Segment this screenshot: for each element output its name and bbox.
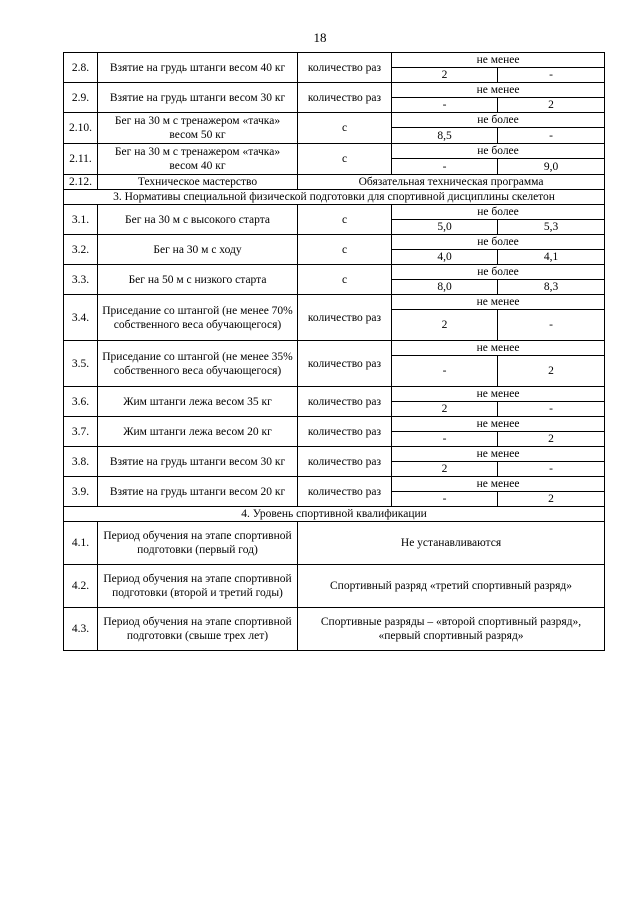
unit-cell: с (298, 113, 392, 144)
row-number: 3.6. (64, 387, 98, 417)
exercise-name: Взятие на грудь штанги весом 30 кг (98, 447, 298, 477)
condition-cell: не менее (392, 387, 605, 402)
value-boys: - (392, 492, 498, 507)
condition-cell: не более (392, 235, 605, 250)
value-boys: - (392, 98, 498, 113)
section-header (64, 190, 605, 205)
exercise-name: Бег на 30 м с тренажером «тачка» весом 50 кг (98, 113, 298, 144)
unit-cell: с (298, 265, 392, 295)
table-row (64, 235, 605, 250)
row-number: 3.1. (64, 205, 98, 235)
table-row (64, 608, 605, 651)
row-number: 3.5. (64, 341, 98, 387)
table-row (64, 447, 605, 462)
row-number: 3.8. (64, 447, 98, 477)
period-name: Период обучения на этапе спортивной подготовки (первый год) (98, 522, 298, 565)
row-number: 3.3. (64, 265, 98, 295)
norms-table (63, 52, 605, 651)
row-number: 4.1. (64, 522, 98, 565)
value-boys: 8,5 (392, 128, 498, 144)
table-row (64, 175, 605, 190)
table-row (64, 83, 605, 98)
value-boys: 4,0 (392, 250, 498, 265)
unit-cell: количество раз (298, 341, 392, 387)
condition-cell: не менее (392, 447, 605, 462)
value-girls: 5,3 (498, 220, 605, 235)
condition-cell: не более (392, 144, 605, 159)
program-cell: Обязательная техническая программа (298, 175, 605, 190)
unit-cell: количество раз (298, 477, 392, 507)
value-girls: - (498, 68, 605, 83)
value-girls: - (498, 310, 605, 341)
qualification-cell: Не устанавливаются (298, 522, 605, 565)
row-number: 4.2. (64, 565, 98, 608)
exercise-name: Бег на 50 м с низкого старта (98, 265, 298, 295)
row-number: 3.4. (64, 295, 98, 341)
table-row (64, 144, 605, 159)
condition-cell: не менее (392, 53, 605, 68)
condition-cell: не более (392, 113, 605, 128)
condition-cell: не менее (392, 83, 605, 98)
row-number: 3.9. (64, 477, 98, 507)
table-row (64, 113, 605, 128)
table-row (64, 265, 605, 280)
row-number: 2.12. (64, 175, 98, 190)
table-row (64, 565, 605, 608)
qualification-cell: Спортивный разряд «третий спортивный разряд» (298, 565, 605, 608)
row-number: 4.3. (64, 608, 98, 651)
table-row (64, 205, 605, 220)
condition-cell: не более (392, 205, 605, 220)
exercise-name: Жим штанги лежа весом 35 кг (98, 387, 298, 417)
unit-cell: количество раз (298, 295, 392, 341)
value-girls: 2 (498, 98, 605, 113)
row-number: 2.10. (64, 113, 98, 144)
row-number: 2.11. (64, 144, 98, 175)
row-number: 2.8. (64, 53, 98, 83)
value-girls: 2 (498, 492, 605, 507)
value-girls: - (498, 462, 605, 477)
table-row (64, 295, 605, 310)
value-girls: - (498, 402, 605, 417)
section-title: 3. Нормативы специальной физической подготовки для спортивной дисциплины скелетон (64, 190, 605, 205)
value-boys: - (392, 432, 498, 447)
value-girls: - (498, 128, 605, 144)
unit-cell: с (298, 205, 392, 235)
unit-cell: количество раз (298, 447, 392, 477)
exercise-name: Жим штанги лежа весом 20 кг (98, 417, 298, 447)
row-number: 2.9. (64, 83, 98, 113)
value-girls: 9,0 (498, 159, 605, 175)
unit-cell: количество раз (298, 417, 392, 447)
exercise-name: Приседание со штангой (не менее 35% собственного веса обучающегося) (98, 341, 298, 387)
row-number: 3.7. (64, 417, 98, 447)
condition-cell: не менее (392, 341, 605, 356)
qualification-cell: Спортивные разряды – «второй спортивный разряд», «первый спортивный разряд» (298, 608, 605, 651)
value-boys: 2 (392, 402, 498, 417)
value-boys: - (392, 159, 498, 175)
value-girls: 8,3 (498, 280, 605, 295)
unit-cell: количество раз (298, 83, 392, 113)
row-number: 3.2. (64, 235, 98, 265)
period-name: Период обучения на этапе спортивной подготовки (свыше трех лет) (98, 608, 298, 651)
table-row (64, 53, 605, 68)
unit-cell: количество раз (298, 53, 392, 83)
exercise-name: Бег на 30 м с высокого старта (98, 205, 298, 235)
section-header (64, 507, 605, 522)
value-boys: 2 (392, 68, 498, 83)
exercise-name: Бег на 30 м с ходу (98, 235, 298, 265)
condition-cell: не менее (392, 417, 605, 432)
condition-cell: не более (392, 265, 605, 280)
condition-cell: не менее (392, 295, 605, 310)
unit-cell: с (298, 144, 392, 175)
exercise-name: Взятие на грудь штанги весом 20 кг (98, 477, 298, 507)
table-row (64, 417, 605, 432)
period-name: Период обучения на этапе спортивной подготовки (второй и третий годы) (98, 565, 298, 608)
value-boys: 5,0 (392, 220, 498, 235)
table-row (64, 341, 605, 356)
value-girls: 4,1 (498, 250, 605, 265)
value-boys: 8,0 (392, 280, 498, 295)
exercise-name: Взятие на грудь штанги весом 30 кг (98, 83, 298, 113)
unit-cell: с (298, 235, 392, 265)
value-girls: 2 (498, 432, 605, 447)
value-boys: - (392, 356, 498, 387)
exercise-name: Бег на 30 м с тренажером «тачка» весом 40 кг (98, 144, 298, 175)
table-row (64, 387, 605, 402)
exercise-name: Приседание со штангой (не менее 70% собственного веса обучающегося) (98, 295, 298, 341)
table-row (64, 522, 605, 565)
page-number: 18 (313, 30, 327, 45)
table-row (64, 477, 605, 492)
value-girls: 2 (498, 356, 605, 387)
section-title: 4. Уровень спортивной квалификации (64, 507, 605, 522)
unit-cell: количество раз (298, 387, 392, 417)
condition-cell: не менее (392, 477, 605, 492)
value-boys: 2 (392, 462, 498, 477)
exercise-name: Взятие на грудь штанги весом 40 кг (98, 53, 298, 83)
exercise-name: Техническое мастерство (98, 175, 298, 190)
value-boys: 2 (392, 310, 498, 341)
